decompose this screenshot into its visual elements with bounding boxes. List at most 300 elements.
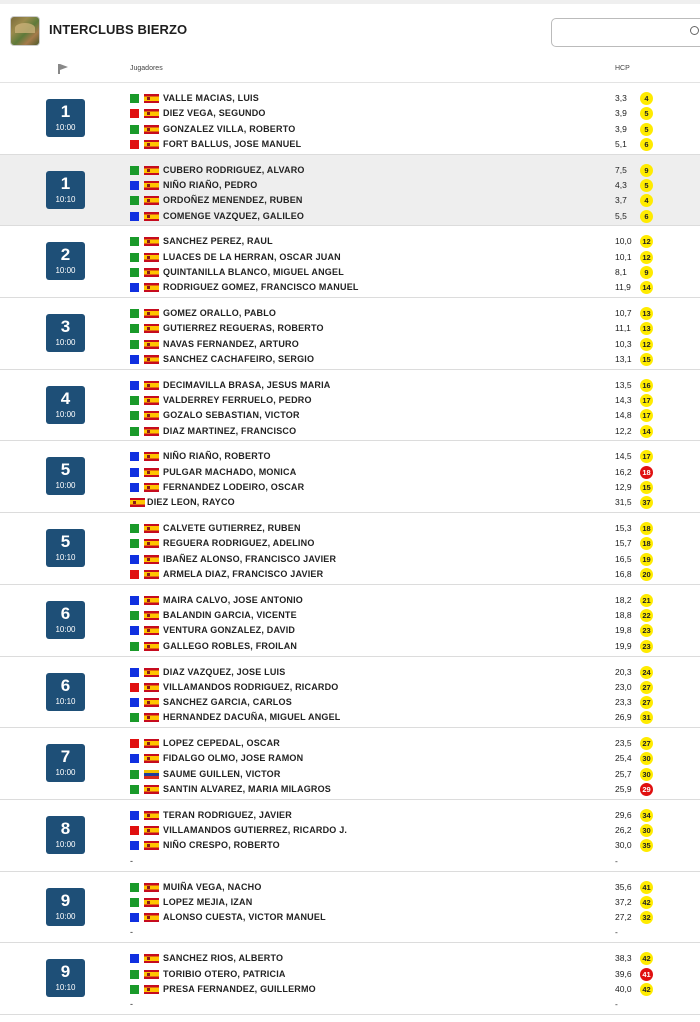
hcp-value: 19,9 <box>615 640 632 651</box>
playing-handicap-badge: 14 <box>640 281 653 294</box>
playing-handicap-badge: 30 <box>640 768 653 781</box>
playing-handicap-badge: 13 <box>640 307 653 320</box>
spain-flag-icon <box>144 109 159 118</box>
player-row[interactable] <box>0 808 700 823</box>
playing-handicap-badge: 37 <box>640 496 653 509</box>
player-name[interactable]: ORDOÑEZ MENENDEZ, RUBEN <box>163 195 303 206</box>
player-name[interactable]: VALLE MACIAS, LUIS <box>163 93 259 103</box>
spain-flag-icon <box>144 381 159 390</box>
spain-flag-icon <box>144 826 159 835</box>
column-hcp: HCP <box>615 65 630 72</box>
tee-color-marker <box>130 253 139 262</box>
hcp-value: 3,9 <box>615 108 627 119</box>
tee-color-marker <box>130 283 139 292</box>
tee-color-marker <box>130 713 139 722</box>
tee-time: 10:00 <box>55 839 76 849</box>
player-name[interactable]: NAVAS FERNANDEZ, ARTURO <box>163 338 299 349</box>
spain-flag-icon <box>144 396 159 405</box>
tee-time: 10:00 <box>55 481 76 491</box>
spain-flag-icon <box>144 985 159 994</box>
hcp-value: 12,9 <box>615 482 632 493</box>
spain-flag-icon <box>144 713 159 722</box>
player-name[interactable]: DIEZ LEON, RAYCO <box>147 497 235 508</box>
playing-handicap-badge: 24 <box>640 666 653 679</box>
player-row[interactable] <box>0 306 700 321</box>
hcp-value: - <box>615 999 618 1010</box>
player-row[interactable] <box>0 321 700 336</box>
player-name[interactable]: LOPEZ CEPEDAL, OSCAR <box>163 738 281 749</box>
playing-handicap-badge: 18 <box>640 466 653 479</box>
tee-group[interactable] <box>0 585 700 657</box>
hcp-value: 19,8 <box>615 625 632 636</box>
tee-color-marker <box>130 381 139 390</box>
playing-handicap-badge: 30 <box>640 752 653 765</box>
spain-flag-icon <box>144 841 159 850</box>
tee-time: 10:00 <box>55 123 76 132</box>
tee-color-marker <box>130 754 139 763</box>
tee-number: 5 <box>60 460 71 480</box>
player-row[interactable] <box>0 521 700 536</box>
tee-time: 10:00 <box>55 768 76 778</box>
player-name[interactable]: SAUME GUILLEN, VICTOR <box>163 768 281 779</box>
tee-color-marker <box>130 452 139 461</box>
player-name[interactable]: ALONSO CUESTA, VICTOR MANUEL <box>163 912 326 923</box>
player-name[interactable]: FERNANDEZ LODEIRO, OSCAR <box>163 482 305 493</box>
tee-time: 10:10 <box>55 194 76 204</box>
player-row[interactable] <box>0 552 700 567</box>
player-name[interactable]: QUINTANILLA BLANCO, MIGUEL ANGEL <box>163 266 344 277</box>
tee-color-marker <box>130 237 139 246</box>
hcp-value: 13,5 <box>615 379 632 390</box>
tee-number: 9 <box>60 890 71 910</box>
venezuela-flag-icon <box>144 770 159 779</box>
player-name[interactable]: BALANDIN GARCIA, VICENTE <box>163 610 297 621</box>
playing-handicap-badge: 6 <box>640 138 653 151</box>
playing-handicap-badge: 34 <box>640 809 653 822</box>
tee-color-marker <box>130 483 139 492</box>
hcp-value: 20,3 <box>615 666 632 677</box>
player-row[interactable] <box>0 352 700 367</box>
tee-number: 1 <box>60 173 71 193</box>
player-name[interactable]: TERAN RODRIGUEZ, JAVIER <box>163 809 292 820</box>
spain-flag-icon <box>144 626 159 635</box>
tee-color-marker <box>130 539 139 548</box>
playing-handicap-badge: 13 <box>640 322 653 335</box>
playing-handicap-badge: 12 <box>640 235 653 248</box>
hcp-value: 18,8 <box>615 610 632 621</box>
playing-handicap-badge: 18 <box>640 537 653 550</box>
club-logo-icon <box>10 16 40 46</box>
player-row[interactable] <box>0 495 700 510</box>
playing-handicap-badge: 19 <box>640 553 653 566</box>
player-name[interactable]: IBAÑEZ ALONSO, FRANCISCO JAVIER <box>163 553 337 564</box>
tee-group[interactable] <box>0 370 700 442</box>
player-name[interactable]: DIEZ VEGA, SEGUNDO <box>163 108 266 119</box>
spain-flag-icon <box>144 324 159 333</box>
player-row[interactable] <box>0 854 700 869</box>
hcp-value: 25,9 <box>615 784 632 795</box>
playing-handicap-badge: 14 <box>640 425 653 438</box>
tee-number: 7 <box>60 747 71 767</box>
hcp-value: 7,5 <box>615 164 627 175</box>
tee-color-marker <box>130 570 139 579</box>
player-name[interactable]: GONZALEZ VILLA, ROBERTO <box>163 123 296 134</box>
playing-handicap-badge: 41 <box>640 968 653 981</box>
tee-time: 10:10 <box>55 696 76 706</box>
player-name[interactable]: LOPEZ MEJIA, IZAN <box>163 896 253 907</box>
playing-handicap-badge: 18 <box>640 522 653 535</box>
player-row[interactable] <box>0 695 700 710</box>
tee-group[interactable] <box>0 728 700 800</box>
player-row[interactable] <box>0 250 700 265</box>
spain-flag-icon <box>144 754 159 763</box>
playing-handicap-badge: 6 <box>640 210 653 223</box>
tee-group[interactable] <box>0 513 700 585</box>
spain-flag-icon <box>144 524 159 533</box>
tee-color-marker <box>130 140 139 149</box>
spain-flag-icon <box>144 283 159 292</box>
hcp-value: 5,1 <box>615 138 627 149</box>
spain-flag-icon <box>130 498 145 507</box>
player-row[interactable] <box>0 465 700 480</box>
spain-flag-icon <box>144 555 159 564</box>
tee-group[interactable] <box>0 441 700 513</box>
player-row[interactable] <box>0 910 700 925</box>
spain-flag-icon <box>144 668 159 677</box>
hcp-value: - <box>615 927 618 938</box>
spain-flag-icon <box>144 954 159 963</box>
player-name[interactable]: ARMELA DIAZ, FRANCISCO JAVIER <box>163 569 324 580</box>
spain-flag-icon <box>144 196 159 205</box>
playing-handicap-badge: 30 <box>640 824 653 837</box>
player-row[interactable] <box>0 967 700 982</box>
player-name[interactable]: VILLAMANDOS GUTIERREZ, RICARDO J. <box>163 825 348 836</box>
hcp-value: 14,5 <box>615 451 632 462</box>
player-name[interactable]: SANCHEZ PEREZ, RAUL <box>163 236 273 247</box>
player-row[interactable] <box>0 680 700 695</box>
spain-flag-icon <box>144 883 159 892</box>
hcp-value: 16,2 <box>615 466 632 477</box>
player-row[interactable] <box>0 193 700 208</box>
tee-color-marker <box>130 626 139 635</box>
hcp-value: 23,3 <box>615 697 632 708</box>
spain-flag-icon <box>144 785 159 794</box>
hcp-value: 16,5 <box>615 553 632 564</box>
tee-color-marker <box>130 811 139 820</box>
empty-slot: - <box>130 855 133 866</box>
playing-handicap-badge: 29 <box>640 783 653 796</box>
tee-color-marker <box>130 212 139 221</box>
hcp-value: 38,3 <box>615 953 632 964</box>
hcp-value: 4,3 <box>615 179 627 190</box>
player-name[interactable]: RODRIGUEZ GOMEZ, FRANCISCO MANUEL <box>163 282 359 293</box>
player-row[interactable] <box>0 137 700 152</box>
player-row[interactable] <box>0 163 700 178</box>
player-row[interactable] <box>0 424 700 439</box>
tee-group[interactable] <box>0 800 700 872</box>
player-row[interactable] <box>0 393 700 408</box>
tee-color-marker <box>130 770 139 779</box>
playing-handicap-badge: 4 <box>640 92 653 105</box>
spain-flag-icon <box>144 468 159 477</box>
player-name[interactable]: LUACES DE LA HERRAN, OSCAR JUAN <box>163 251 341 262</box>
player-name[interactable]: VILLAMANDOS RODRIGUEZ, RICARDO <box>163 681 339 692</box>
playing-handicap-badge: 42 <box>640 952 653 965</box>
hcp-value: 12,2 <box>615 425 632 436</box>
hcp-value: 18,2 <box>615 594 632 605</box>
tee-color-marker <box>130 340 139 349</box>
player-row[interactable] <box>0 710 700 725</box>
tee-group[interactable] <box>0 872 700 944</box>
player-row[interactable] <box>0 593 700 608</box>
hcp-value: 39,6 <box>615 968 632 979</box>
spain-flag-icon <box>144 698 159 707</box>
tee-color-marker <box>130 898 139 907</box>
hcp-value: 23,5 <box>615 738 632 749</box>
playing-handicap-badge: 27 <box>640 681 653 694</box>
playing-handicap-badge: 17 <box>640 409 653 422</box>
tee-color-marker <box>130 268 139 277</box>
page-title: INTERCLUBS BIERZO <box>49 22 188 37</box>
player-name[interactable]: GUTIERREZ REGUERAS, ROBERTO <box>163 323 324 334</box>
player-row[interactable] <box>0 623 700 638</box>
spain-flag-icon <box>144 611 159 620</box>
player-row[interactable] <box>0 91 700 106</box>
playing-handicap-badge: 21 <box>640 594 653 607</box>
player-name[interactable]: CALVETE GUTIERREZ, RUBEN <box>163 523 301 534</box>
playing-handicap-badge: 31 <box>640 711 653 724</box>
tee-group[interactable] <box>0 155 700 227</box>
hcp-value: 13,1 <box>615 353 632 364</box>
playing-handicap-badge: 22 <box>640 609 653 622</box>
spain-flag-icon <box>144 94 159 103</box>
player-name[interactable]: NIÑO RIAÑO, PEDRO <box>163 179 258 190</box>
hcp-value: 14,8 <box>615 410 632 421</box>
tee-color-marker <box>130 468 139 477</box>
tee-color-marker <box>130 196 139 205</box>
player-name[interactable]: PRESA FERNANDEZ, GUILLERMO <box>163 983 316 994</box>
spain-flag-icon <box>144 739 159 748</box>
player-name[interactable]: VALDERREY FERRUELO, PEDRO <box>163 395 312 406</box>
tee-color-marker <box>130 739 139 748</box>
player-name[interactable]: MAIRA CALVO, JOSE ANTONIO <box>163 594 304 605</box>
hcp-value: 31,5 <box>615 497 632 508</box>
playing-handicap-badge: 42 <box>640 896 653 909</box>
player-row[interactable] <box>0 767 700 782</box>
playing-handicap-badge: 9 <box>640 266 653 279</box>
spain-flag-icon <box>144 970 159 979</box>
player-row[interactable] <box>0 178 700 193</box>
playing-handicap-badge: 17 <box>640 450 653 463</box>
tee-time: 10:00 <box>55 266 76 276</box>
column-players: Jugadores <box>130 65 163 72</box>
player-name[interactable]: FIDALGO OLMO, JOSE RAMON <box>163 753 304 764</box>
player-row[interactable] <box>0 209 700 224</box>
tee-group[interactable] <box>0 83 700 155</box>
tee-color-marker <box>130 411 139 420</box>
hcp-value: 35,6 <box>615 881 632 892</box>
hcp-value: 14,3 <box>615 395 632 406</box>
tee-color-marker <box>130 668 139 677</box>
tee-color-marker <box>130 109 139 118</box>
playing-handicap-badge: 5 <box>640 107 653 120</box>
player-row[interactable] <box>0 122 700 137</box>
hcp-value: 27,2 <box>615 912 632 923</box>
playing-handicap-badge: 42 <box>640 983 653 996</box>
hcp-value: 8,1 <box>615 266 627 277</box>
tee-number: 6 <box>60 675 71 695</box>
spain-flag-icon <box>144 427 159 436</box>
spain-flag-icon <box>144 539 159 548</box>
player-row[interactable] <box>0 997 700 1012</box>
spain-flag-icon <box>144 596 159 605</box>
tee-time: 10:00 <box>55 624 76 634</box>
player-name[interactable]: DECIMAVILLA BRASA, JESUS MARIA <box>163 379 331 390</box>
player-name[interactable]: COMENGE VAZQUEZ, GALILEO <box>163 210 305 221</box>
hcp-value: 10,1 <box>615 251 632 262</box>
tee-color-marker <box>130 954 139 963</box>
tee-number: 8 <box>60 818 71 838</box>
groups-list <box>0 83 700 1015</box>
player-name[interactable]: SANCHEZ CACHAFEIRO, SERGIO <box>163 353 315 364</box>
player-row[interactable] <box>0 480 700 495</box>
player-name[interactable]: REGUERA RODRIGUEZ, ADELINO <box>163 538 315 549</box>
player-name[interactable]: TORIBIO OTERO, PATRICIA <box>163 968 286 979</box>
player-row[interactable] <box>0 736 700 751</box>
player-name[interactable]: HERNANDEZ DACUÑA, MIGUEL ANGEL <box>163 712 341 723</box>
player-row[interactable] <box>0 895 700 910</box>
tee-color-marker <box>130 125 139 134</box>
player-name[interactable]: DIAZ MARTINEZ, FRANCISCO <box>163 425 297 436</box>
hcp-value: 26,9 <box>615 712 632 723</box>
player-name[interactable]: SANCHEZ RIOS, ALBERTO <box>163 953 284 964</box>
player-row[interactable] <box>0 265 700 280</box>
hcp-value: 10,7 <box>615 308 632 319</box>
search-icon[interactable] <box>690 26 699 35</box>
spain-flag-icon <box>144 570 159 579</box>
player-row[interactable] <box>0 925 700 940</box>
player-name[interactable]: GOZALO SEBASTIAN, VICTOR <box>163 410 300 421</box>
spain-flag-icon <box>144 166 159 175</box>
spain-flag-icon <box>144 683 159 692</box>
spain-flag-icon <box>144 340 159 349</box>
search-input[interactable] <box>551 18 700 47</box>
player-name[interactable]: PULGAR MACHADO, MONICA <box>163 466 297 477</box>
hcp-value: 25,4 <box>615 753 632 764</box>
tee-color-marker <box>130 309 139 318</box>
player-name[interactable]: VENTURA GONZALEZ, DAVID <box>163 625 296 636</box>
player-row[interactable] <box>0 337 700 352</box>
playing-handicap-badge: 32 <box>640 911 653 924</box>
hcp-value: 11,1 <box>615 323 631 334</box>
player-row[interactable] <box>0 838 700 853</box>
player-name[interactable]: GALLEGO ROBLES, FROILAN <box>163 640 298 651</box>
playing-handicap-badge: 27 <box>640 737 653 750</box>
spain-flag-icon <box>144 452 159 461</box>
player-row[interactable] <box>0 665 700 680</box>
player-name[interactable]: MUIÑA VEGA, NACHO <box>163 881 262 892</box>
playing-handicap-badge: 5 <box>640 179 653 192</box>
tee-color-marker <box>130 166 139 175</box>
player-name[interactable]: SANCHEZ GARCIA, CARLOS <box>163 697 292 708</box>
playing-handicap-badge: 12 <box>640 338 653 351</box>
player-row[interactable] <box>0 823 700 838</box>
hcp-value: 15,7 <box>615 538 632 549</box>
tee-time: 10:00 <box>55 409 76 419</box>
player-row[interactable] <box>0 106 700 121</box>
player-row[interactable] <box>0 608 700 623</box>
player-name[interactable]: DIAZ VAZQUEZ, JOSE LUIS <box>163 666 286 677</box>
player-row[interactable] <box>0 408 700 423</box>
empty-slot: - <box>130 927 133 938</box>
player-name[interactable]: CUBERO RODRIGUEZ, ALVARO <box>163 164 305 175</box>
player-row[interactable] <box>0 782 700 797</box>
playing-handicap-badge: 9 <box>640 164 653 177</box>
hcp-value: 11,9 <box>615 282 631 293</box>
spain-flag-icon <box>144 355 159 364</box>
tee-color-marker <box>130 985 139 994</box>
player-name[interactable]: NIÑO RIAÑO, ROBERTO <box>163 451 271 462</box>
tee-color-marker <box>130 970 139 979</box>
player-name[interactable]: GOMEZ ORALLO, PABLO <box>163 308 277 319</box>
tee-group[interactable] <box>0 657 700 729</box>
playing-handicap-badge: 23 <box>640 640 653 653</box>
player-row[interactable] <box>0 751 700 766</box>
player-row[interactable] <box>0 536 700 551</box>
player-row[interactable] <box>0 951 700 966</box>
playing-handicap-badge: 27 <box>640 696 653 709</box>
tee-color-marker <box>130 841 139 850</box>
player-row[interactable] <box>0 982 700 997</box>
tee-group[interactable] <box>0 943 700 1015</box>
tee-color-marker <box>130 427 139 436</box>
hcp-value: 3,9 <box>615 123 627 134</box>
player-row[interactable] <box>0 880 700 895</box>
tee-group[interactable] <box>0 298 700 370</box>
tee-group[interactable] <box>0 226 700 298</box>
player-row[interactable] <box>0 378 700 393</box>
hcp-value: 5,5 <box>615 210 627 221</box>
tee-number: 9 <box>60 962 71 982</box>
tee-number: 2 <box>60 245 71 265</box>
hcp-value: 40,0 <box>615 983 632 994</box>
empty-slot: - <box>130 999 133 1010</box>
player-name[interactable]: FORT BALLUS, JOSE MANUEL <box>163 138 302 149</box>
tee-color-marker <box>130 555 139 564</box>
player-row[interactable] <box>0 234 700 249</box>
playing-handicap-badge: 23 <box>640 624 653 637</box>
player-row[interactable] <box>0 280 700 295</box>
tee-number: 4 <box>60 388 71 408</box>
hcp-value: 29,6 <box>615 809 632 820</box>
spain-flag-icon <box>144 811 159 820</box>
player-row[interactable] <box>0 567 700 582</box>
playing-handicap-badge: 35 <box>640 839 653 852</box>
player-row[interactable] <box>0 639 700 654</box>
spain-flag-icon <box>144 483 159 492</box>
hcp-value: 3,7 <box>615 195 627 206</box>
hcp-value: 25,7 <box>615 768 632 779</box>
spain-flag-icon <box>144 140 159 149</box>
player-name[interactable]: SANTIN ALVAREZ, MARIA MILAGROS <box>163 784 331 795</box>
hcp-value: 30,0 <box>615 840 632 851</box>
player-row[interactable] <box>0 449 700 464</box>
tee-color-marker <box>130 642 139 651</box>
playing-handicap-badge: 12 <box>640 251 653 264</box>
player-name[interactable]: NIÑO CRESPO, ROBERTO <box>163 840 280 851</box>
spain-flag-icon <box>144 125 159 134</box>
tee-time: 10:00 <box>55 911 76 921</box>
